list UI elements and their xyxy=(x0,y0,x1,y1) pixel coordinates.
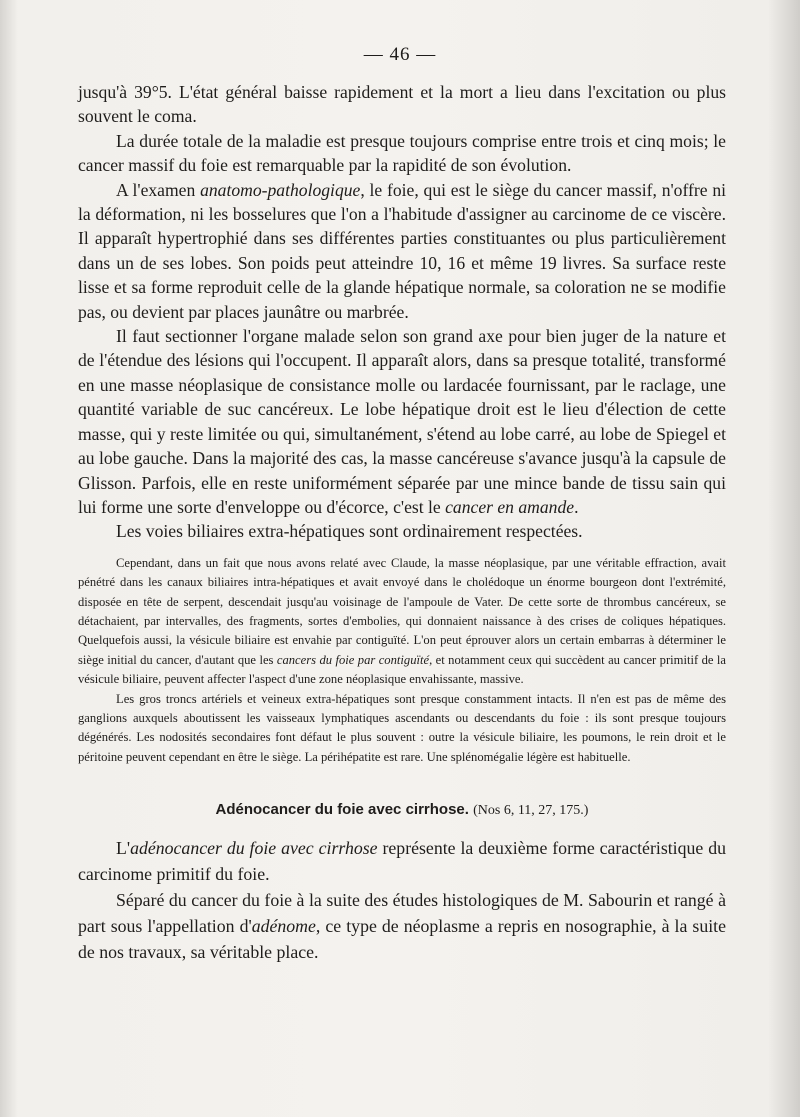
paragraph-3 xyxy=(78,178,726,324)
section-paragraph-1-text-b: représente la deuxième forme caractéristique du carcinome primitif du foie. xyxy=(78,838,726,885)
paragraph-3-emphasis: anatomo-pathologique xyxy=(200,179,361,200)
section-paragraph-1 xyxy=(78,835,726,887)
small-paragraph-1-text-b: , et notamment ceux qui succèdent au cancer primitif de la vésicule biliaire, peuvent affecter l'aspect d'une zone néoplasique envahissante, massive. xyxy=(78,652,726,687)
section-paragraph-2-text-a: Séparé du cancer du foie à la suite des études histologiques de M. Sabourin et rangé à part sous l'appellation d' xyxy=(78,890,726,937)
section-references: (Nos 6, 11, 27, 175.) xyxy=(473,803,589,819)
small-paragraph-2: Les gros troncs artériels et veineux extra-hépatiques sont presque constamment intacts. Il n'en est pas de même des ganglions auxquels aboutissent les vaisseaux lymphatiques ascendants ou descendants du foie : ils sont presque toujours dégénérés. Les nodosités secondaires font défaut le plus souvent : outre la vésicule biliaire, les poumons, le rein droit et le péritoine peuvent cependant en être le siège. La périhépatite est rare. Une splénomégalie légère est habituelle. xyxy=(78,691,726,764)
paragraph-4 xyxy=(78,324,726,519)
small-paragraph-1-text-a: Cependant, dans un fait que nous avons relaté avec Claude, la masse néoplasique, par une véritable effraction, avait pénétré dans les canaux biliaires intra-hépatiques et avait envoyé dans le cholédoque un énorme bourgeon dont l'extrémité, disposée en tête de serpent, descendait jusqu'au voisinage de l'ampoule de Vater. De cette sorte de thrombus cancéreux, se détachaient, par intervalles, des fragments, sortes d'embolies, qui donnaient naissance à des crises de coliques hépatiques. Quelquefois aussi, la vésicule biliaire est envahie par contiguïté. L'on peut éprouver alors un certain embarras à déterminer le siège initial du cancer, d'autant que les xyxy=(78,555,726,667)
section-title: Adénocancer du foie avec cirrhose. xyxy=(215,801,469,819)
paragraph-2: La durée totale de la maladie est presque toujours comprise entre trois et cinq mois; le cancer massif du foie est remarquable par la rapidité de son évolution. xyxy=(78,130,726,176)
paragraph-4-text-a: Il faut sectionner l'organe malade selon son grand axe pour bien juger de la nature et de l'étendue des lésions qui l'occupent. Il apparaît alors, dans sa presque totalité, transformé en une masse néoplasique de consistance molle ou lardacée fournissant, par le raclage, une quantité variable de suc cancéreux. Le lobe hépatique droit est le lieu d'élection de cette masse, qui y reste limitée ou qui, simultanément, s'étend au lobe carré, au lobe de Spiegel et au lobe gauche. Dans la majorité des cas, la masse cancéreuse s'avance jusqu'à la capsule de Glisson. Parfois, elle en reste uniformément séparée par une mince bande de tissu sain qui lui forme une sorte d'enveloppe ou d'écorce, c'est le xyxy=(78,326,726,517)
section-paragraph-2-emphasis: adénome xyxy=(251,916,316,937)
page-number: — 46 — xyxy=(363,44,437,65)
paragraph-4-emphasis: cancer en amande xyxy=(445,496,575,517)
small-paragraph-1 xyxy=(78,554,726,690)
paragraph-5: Les voies biliaires extra-hépatiques sont ordinairement respectées. xyxy=(116,521,583,542)
paragraph-3-text-b: , le foie, qui est le siège du cancer massif, n'offre ni la déformation, ni les bosselures que l'on a l'habitude d'assigner au carcinome de ce viscère. Il apparaît hypertrophié dans ses différentes parties constituantes ou plus particulièrement dans un de ses lobes. Son poids peut atteindre 10, 16 et même 19 livres. Sa surface reste lisse et sa forme reproduit celle de la glande hépatique normale, sa coloration ne se modifie pas, ou devient par places jaunâtre ou marbrée. xyxy=(78,179,727,322)
section-paragraph-2 xyxy=(78,887,726,965)
paragraph-3-text-a: A l'examen xyxy=(116,179,201,200)
main-text xyxy=(78,80,726,544)
section-heading xyxy=(78,801,726,819)
small-paragraph-1-emphasis: cancers du foie par contiguïté xyxy=(276,652,430,667)
page-body xyxy=(78,80,726,965)
section-paragraph-1-emphasis: adénocancer du foie avec cirrhose xyxy=(130,838,378,859)
section-text xyxy=(78,835,726,965)
section-paragraph-2-text-b: , ce type de néoplasme a repris en nosographie, à la suite de nos travaux, sa véritable place. xyxy=(78,916,727,963)
small-print-block xyxy=(78,554,726,767)
paragraph-4-text-b: . xyxy=(574,496,579,517)
section-paragraph-1-text-a: L' xyxy=(116,838,131,859)
paragraph-1: jusqu'à 39°5. L'état général baisse rapidement et la mort a lieu dans l'excitation ou plus souvent le coma. xyxy=(78,82,726,127)
